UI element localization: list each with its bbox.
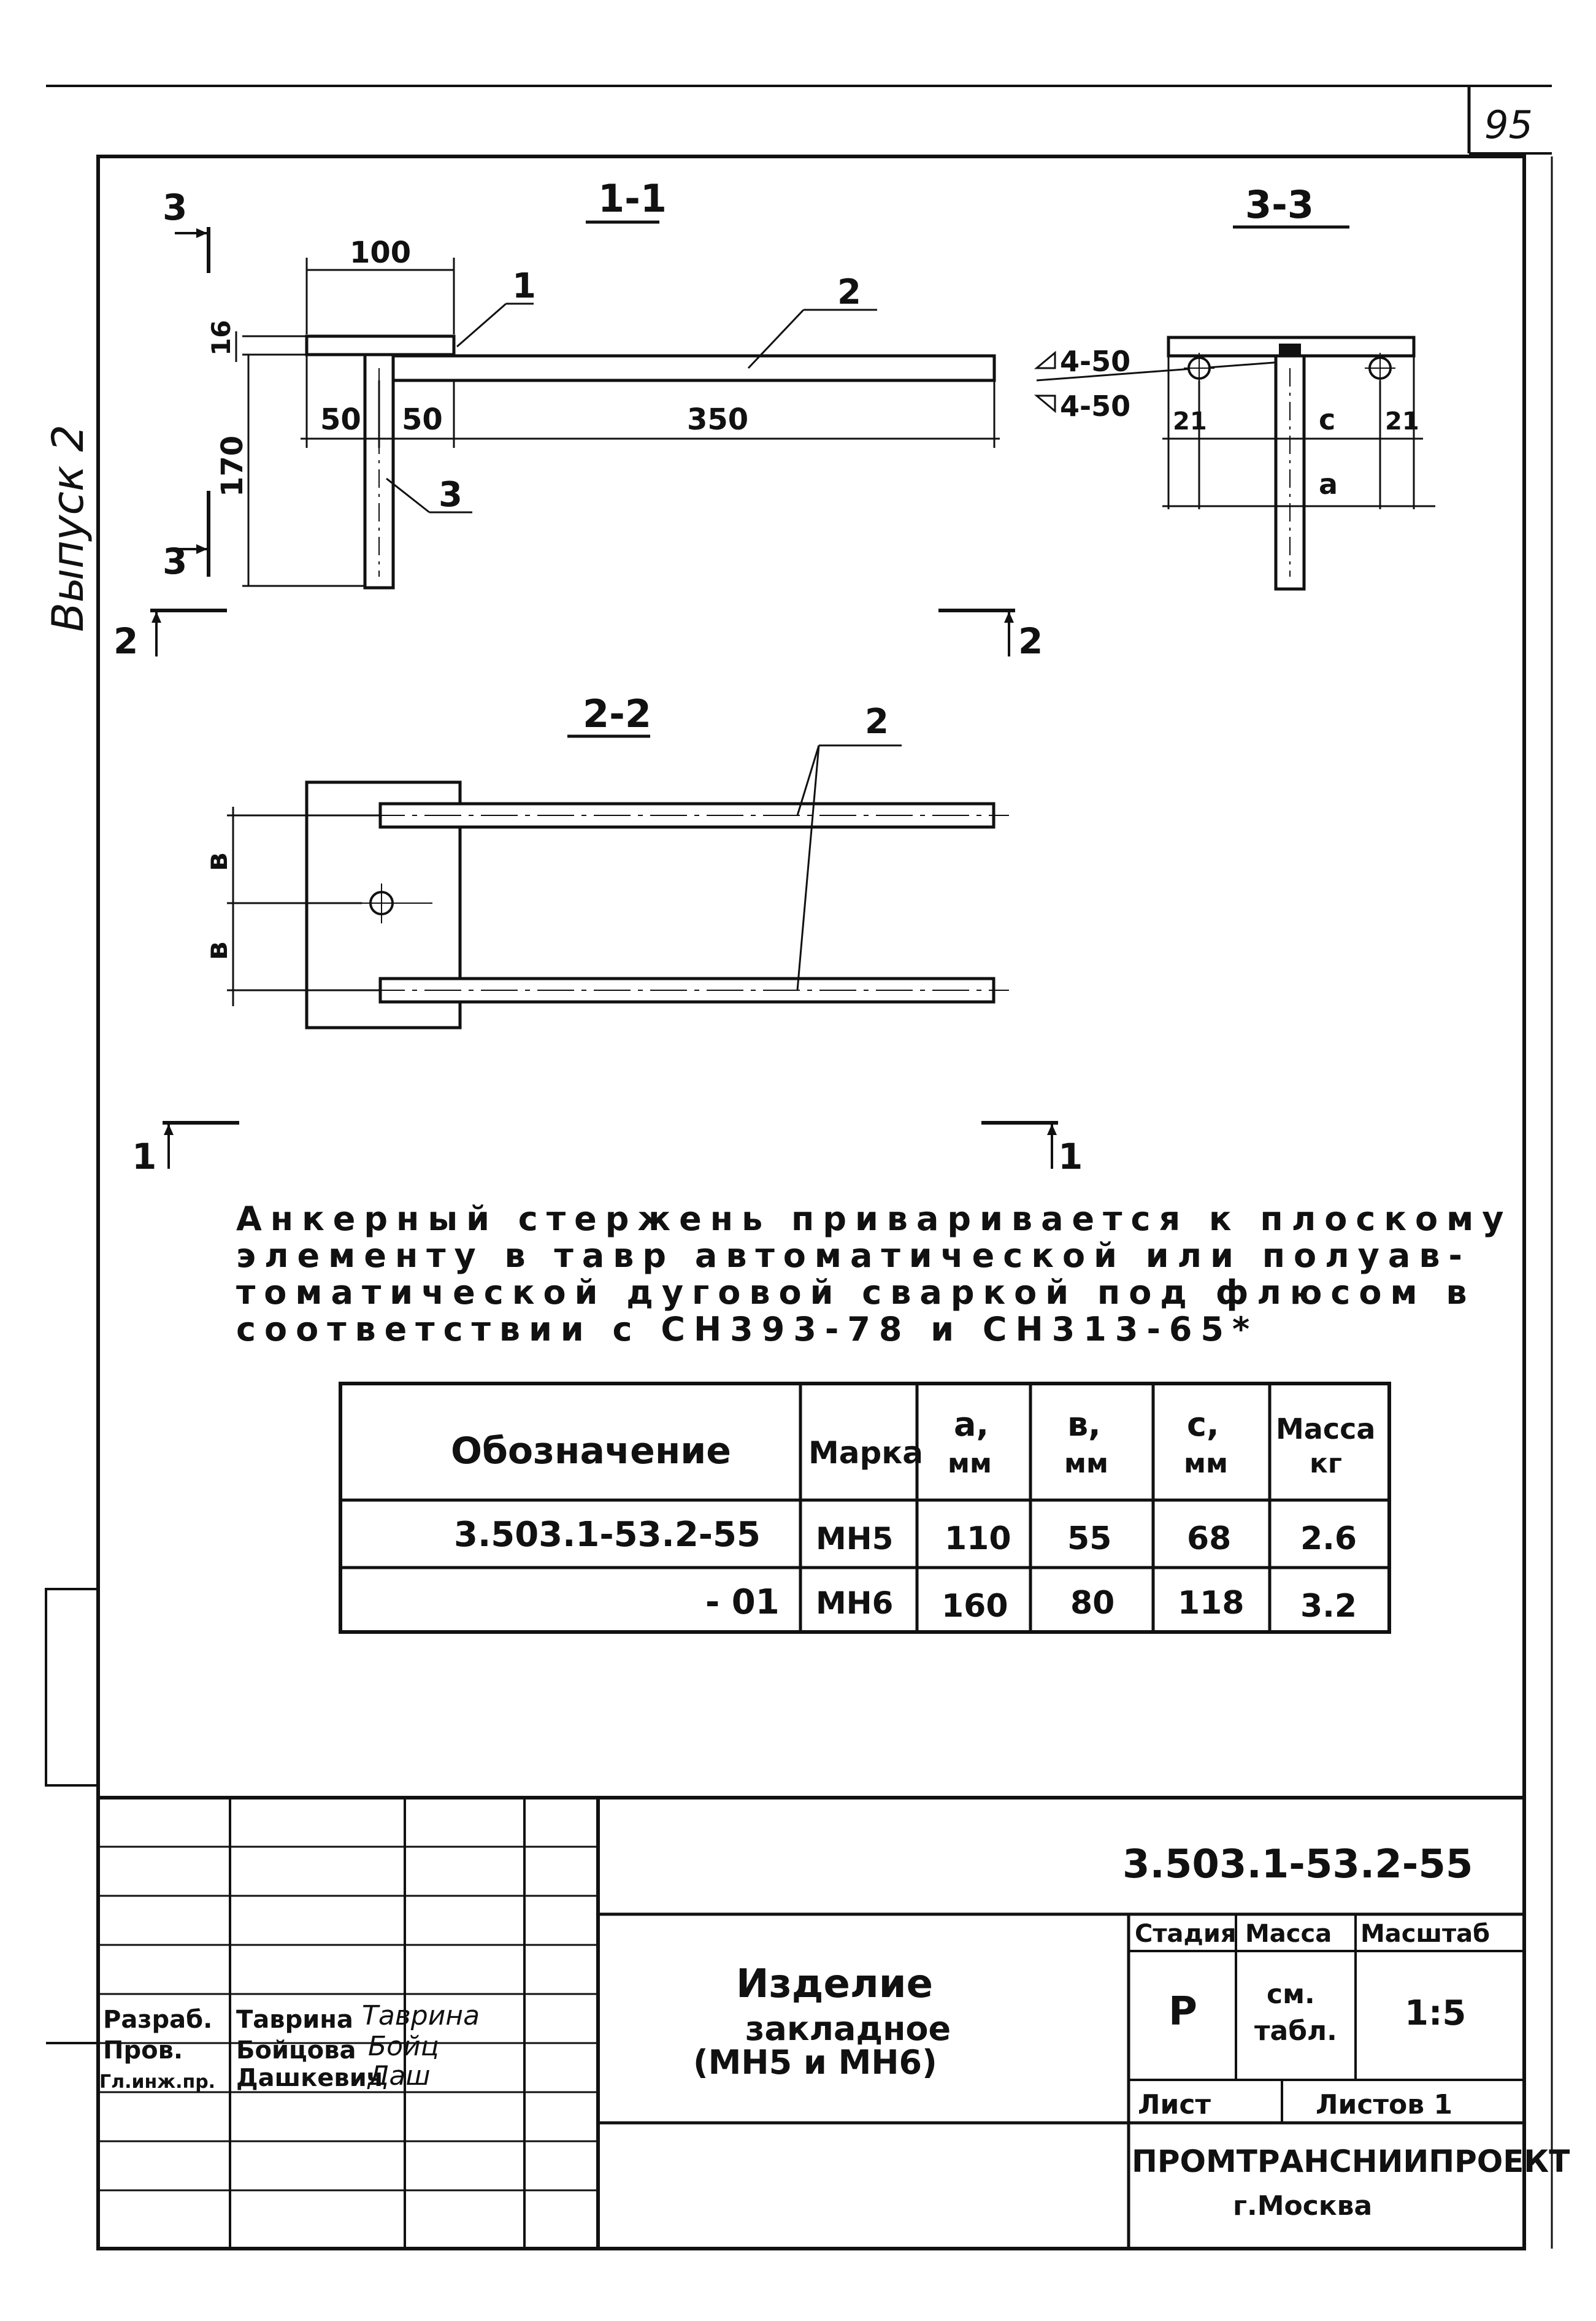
- side-label: Выпуск 2: [43, 424, 93, 632]
- city: г.Москва: [1233, 2190, 1373, 2222]
- dim-16-text: 16: [206, 320, 236, 356]
- role-3-name: Дашкевич: [236, 2064, 384, 2092]
- product-subtitle: закладное: [745, 2009, 951, 2048]
- doc-code: 3.503.1-53.2-55: [1122, 1842, 1473, 1887]
- dim-170-text: 170: [215, 435, 250, 497]
- weld-1-text: 4-50: [1060, 345, 1131, 378]
- th-b: в,: [1067, 1405, 1101, 1444]
- horizontal-rod: [393, 356, 994, 380]
- th-mass: Масса: [1276, 1412, 1376, 1445]
- row-1-c: 68: [1187, 1520, 1232, 1557]
- section-3-3-title: 3-3: [1245, 182, 1314, 227]
- section-1-1-title: 1-1: [598, 176, 667, 221]
- dim-a-text: a: [1319, 468, 1338, 501]
- row-2-mark: МН6: [816, 1585, 894, 1621]
- row-2-designation: - 01: [705, 1582, 780, 1622]
- dim-50-b-text: 50: [402, 402, 443, 437]
- note-line-3: томатической дуговой сваркой под флюсом в: [236, 1273, 1476, 1312]
- sheets-label: Листов 1: [1316, 2089, 1452, 2120]
- mass-value-2: табл.: [1254, 2015, 1337, 2047]
- row-2-mass: 3.2: [1300, 1588, 1357, 1625]
- th-a: а,: [954, 1405, 989, 1444]
- row-1-b: 55: [1067, 1520, 1112, 1557]
- callout-2-text: 2: [837, 272, 861, 312]
- scale-label: Масштаб: [1360, 1920, 1490, 1948]
- stage-label: Стадия: [1135, 1920, 1237, 1948]
- section-mark-3-bottom-arrowhead: [196, 544, 207, 554]
- organization: ПРОМТРАНСНИИПРОЕКТ: [1132, 2144, 1570, 2179]
- dim-100-text: 100: [350, 236, 412, 270]
- dim-50-a-text: 50: [320, 402, 361, 437]
- note-line-1: Анкерный стержень приваривается к плоскому: [236, 1199, 1513, 1238]
- sheet-label: Лист: [1138, 2089, 1211, 2120]
- section-mark-2-left-arrowhead: [152, 612, 161, 623]
- page-number: 95: [1484, 102, 1533, 147]
- th-mark: Марка: [808, 1435, 923, 1471]
- section-mark-1-left-arrowhead: [164, 1124, 174, 1135]
- dim-21-right-text: 21: [1385, 407, 1419, 436]
- row-1-a: 110: [945, 1520, 1011, 1557]
- section-mark-1-right-arrowhead: [1047, 1124, 1057, 1135]
- spec-table: [340, 1384, 1389, 1632]
- dim-21-left-text: 21: [1173, 407, 1207, 436]
- note-line-2: элементу в тавр автоматической или полуав-: [236, 1236, 1471, 1275]
- row-1-mass: 2.6: [1300, 1520, 1357, 1557]
- scale-value: 1:5: [1405, 1993, 1467, 2033]
- role-1-label: Разраб.: [103, 2006, 213, 2034]
- section-2-2-title: 2-2: [583, 691, 652, 736]
- section-mark-2-left: 2: [113, 620, 139, 662]
- role-3-signature: Даш: [368, 2060, 431, 2092]
- title-block: [98, 1798, 1570, 2249]
- th-c: с,: [1187, 1405, 1219, 1444]
- mass-value-1: см.: [1267, 1979, 1315, 2010]
- note-line-4: соответствии с СН393-78 и СН313-65*: [236, 1310, 1259, 1349]
- margin-box: [46, 1589, 98, 1785]
- role-2-label: Пров.: [103, 2036, 183, 2065]
- th-a-unit: мм: [948, 1448, 992, 1479]
- dim-b1-text: в: [200, 852, 234, 871]
- callout-3-text: 3: [439, 475, 462, 515]
- section-mark-1-left: 1: [132, 1136, 157, 1177]
- section-mark-1-right: 1: [1058, 1136, 1083, 1177]
- row-1-mark: МН5: [816, 1521, 894, 1557]
- weld-symbol-2: [1037, 396, 1055, 411]
- plate-elevation: [307, 336, 454, 355]
- row-2-a: 160: [942, 1588, 1008, 1625]
- product-marks: (МН5 и МН6): [693, 2043, 937, 2082]
- th-c-unit: мм: [1184, 1448, 1228, 1479]
- th-b-unit: мм: [1064, 1448, 1108, 1479]
- callout-1-text: 1: [512, 266, 536, 306]
- row-2-b: 80: [1070, 1585, 1115, 1622]
- weld-symbol-1: [1037, 353, 1055, 368]
- row-2-c: 118: [1178, 1585, 1245, 1622]
- th-mass-unit: кг: [1310, 1448, 1342, 1479]
- section-mark-2-right: 2: [1018, 620, 1043, 662]
- role-2-name: Бойцова: [236, 2036, 356, 2065]
- stage-value: Р: [1168, 1989, 1197, 2034]
- dim-b2-text: в: [200, 941, 234, 960]
- section-mark-3-bottom: 3: [163, 541, 188, 582]
- row-1-designation: 3.503.1-53.2-55: [454, 1515, 761, 1555]
- th-designation: Обозначение: [451, 1430, 732, 1472]
- weld-2-text: 4-50: [1060, 390, 1131, 423]
- section-mark-3-top-arrowhead: [196, 228, 207, 238]
- weld-bead-3-3: [1279, 344, 1301, 357]
- role-1-name: Таврина: [236, 2006, 353, 2034]
- section-mark-3-top: 3: [163, 187, 188, 228]
- product-title: Изделие: [736, 1961, 933, 2007]
- dim-350-text: 350: [687, 402, 749, 437]
- role-2-signature: Бойц: [368, 2031, 439, 2062]
- callout-2-plan-text: 2: [865, 702, 889, 742]
- role-3-label: Гл.инж.пр.: [99, 2071, 216, 2093]
- callout-1-leader: [457, 304, 506, 347]
- section-mark-2-right-arrowhead: [1004, 612, 1014, 623]
- dim-c-text: c: [1319, 403, 1336, 436]
- welding-note: [236, 1199, 1512, 1349]
- role-1-signature: Таврина: [362, 2000, 480, 2031]
- mass-label: Масса: [1245, 1920, 1332, 1948]
